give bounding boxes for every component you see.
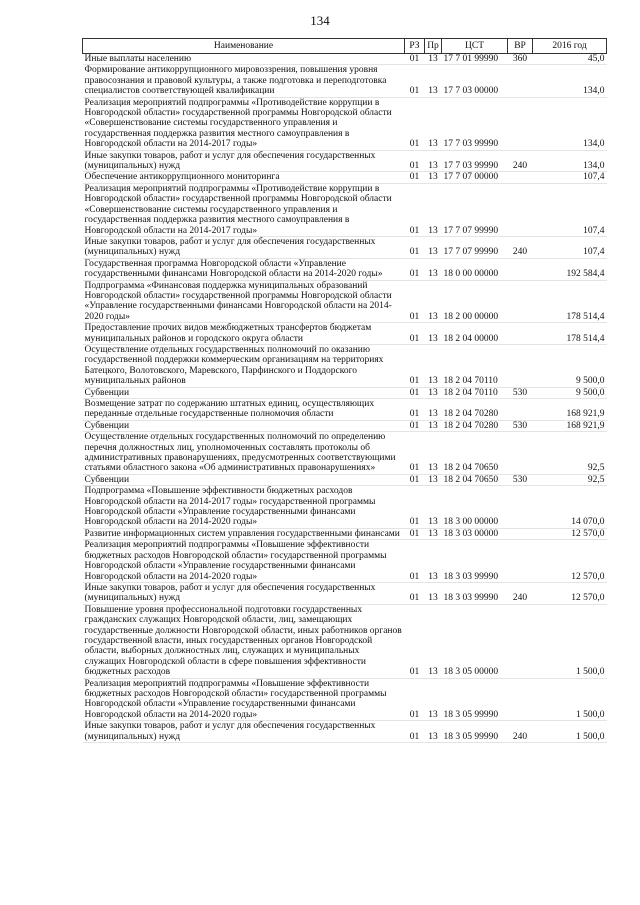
- row-amount: 12 570,0: [533, 540, 607, 583]
- row-vr: 240: [508, 582, 533, 604]
- table-row: [83, 399, 607, 421]
- row-cst: 17 7 07 99990: [442, 236, 508, 258]
- row-cst: 18 2 04 70280: [442, 420, 508, 431]
- table-row: [83, 258, 607, 280]
- row-name: Иные закупки товаров, работ и услуг для обеспечения государственных (муниципальных) нужд: [83, 150, 405, 172]
- row-name: Иные закупки товаров, работ и услуг для обеспечения государственных (муниципальных) нужд: [83, 236, 405, 258]
- row-rz: 01: [405, 474, 425, 485]
- row-rz: 01: [405, 280, 425, 323]
- row-rz: 01: [405, 604, 425, 678]
- table-row: [83, 721, 607, 743]
- row-amount: 1 500,0: [533, 721, 607, 743]
- header-cst: ЦСТ: [442, 39, 508, 54]
- row-vr: 240: [508, 150, 533, 172]
- row-pr: 13: [425, 528, 442, 539]
- row-name: Осуществление отдельных государственных полномочий по определению перечня должностных лиц, уполномоченных составлять протоколы об административных правонарушениях, предусмотренных соответствующими статьями областного закона «Об административных правонарушениях»: [83, 432, 405, 475]
- row-pr: 13: [425, 474, 442, 485]
- row-name: Субвенции: [83, 474, 405, 485]
- table-body: [83, 54, 607, 743]
- row-rz: 01: [405, 183, 425, 236]
- row-rz: 01: [405, 172, 425, 183]
- row-name: Субвенции: [83, 420, 405, 431]
- row-pr: 13: [425, 678, 442, 721]
- row-pr: 13: [425, 183, 442, 236]
- row-amount: 1 500,0: [533, 678, 607, 721]
- row-name: Реализация мероприятий подпрограммы «Противодействие коррупции в Новгородской области» государственной программы Новгородской области «Совершенствование системы государственного управления и государственная поддержка развития местного самоуправления в Новгородской области на 2014-2017 годы»: [83, 183, 405, 236]
- row-pr: 13: [425, 150, 442, 172]
- table-row: [83, 540, 607, 583]
- row-cst: 18 2 04 70110: [442, 387, 508, 398]
- row-vr: 240: [508, 236, 533, 258]
- table-row: [83, 150, 607, 172]
- row-vr: [508, 258, 533, 280]
- row-rz: 01: [405, 97, 425, 150]
- row-rz: 01: [405, 399, 425, 421]
- row-name: Подпрограмма «Повышение эффективности бюджетных расходов Новгородской области на 2014-2017 годы» государственной программы Новгородской области «Управление государственными финансами Новгородской области на 2014-2020 годы»: [83, 486, 405, 529]
- row-cst: 17 7 03 00000: [442, 65, 508, 97]
- row-cst: 17 7 03 99990: [442, 97, 508, 150]
- row-cst: 17 7 07 99990: [442, 183, 508, 236]
- header-name: Наименование: [83, 39, 405, 54]
- row-amount: 12 570,0: [533, 528, 607, 539]
- table-row: [83, 678, 607, 721]
- row-name: Развитие информационных систем управления государственными финансами: [83, 528, 405, 539]
- table-row: [83, 183, 607, 236]
- row-amount: 45,0: [533, 54, 607, 65]
- row-pr: 13: [425, 54, 442, 65]
- row-pr: 13: [425, 604, 442, 678]
- row-vr: [508, 528, 533, 539]
- row-cst: 18 3 03 99990: [442, 540, 508, 583]
- row-amount: 192 584,4: [533, 258, 607, 280]
- budget-table: [82, 38, 607, 743]
- row-amount: 178 514,4: [533, 323, 607, 345]
- row-rz: 01: [405, 344, 425, 387]
- row-name: Возмещение затрат по содержанию штатных единиц, осуществляющих переданные отдельные государственные полномочия области: [83, 399, 405, 421]
- row-cst: 18 3 05 00000: [442, 604, 508, 678]
- row-cst: 18 3 05 99990: [442, 678, 508, 721]
- row-cst: 18 2 04 70280: [442, 399, 508, 421]
- row-rz: 01: [405, 323, 425, 345]
- row-vr: [508, 183, 533, 236]
- row-name: Реализация мероприятий подпрограммы «Противодействие коррупции в Новгородской области» государственной программы Новгородской области «Совершенствование системы государственного управления и государственная поддержка развития местного самоуправления в Новгородской области на 2014-2017 годы»: [83, 97, 405, 150]
- row-rz: 01: [405, 528, 425, 539]
- row-amount: 178 514,4: [533, 280, 607, 323]
- row-amount: 1 500,0: [533, 604, 607, 678]
- table-row: [83, 420, 607, 431]
- row-cst: 18 2 04 00000: [442, 323, 508, 345]
- row-cst: 18 3 03 00000: [442, 528, 508, 539]
- row-rz: 01: [405, 236, 425, 258]
- row-amount: 134,0: [533, 65, 607, 97]
- row-vr: [508, 399, 533, 421]
- table-row: [83, 432, 607, 475]
- row-vr: [508, 280, 533, 323]
- row-rz: 01: [405, 65, 425, 97]
- row-rz: 01: [405, 420, 425, 431]
- table-row: [83, 54, 607, 65]
- row-vr: 360: [508, 54, 533, 65]
- row-vr: [508, 678, 533, 721]
- row-name: Реализация мероприятий подпрограммы «Повышение эффективности бюджетных расходов Новгородской области» государственной программы Новгородской области «Управление государственными финансами Новгородской области на 2014-2020 годы»: [83, 540, 405, 583]
- table-row: [83, 344, 607, 387]
- row-vr: [508, 97, 533, 150]
- row-amount: 92,5: [533, 432, 607, 475]
- table-row: [83, 387, 607, 398]
- row-amount: 14 070,0: [533, 486, 607, 529]
- row-amount: 134,0: [533, 150, 607, 172]
- row-cst: 18 2 04 70650: [442, 474, 508, 485]
- row-rz: 01: [405, 258, 425, 280]
- row-cst: 17 7 01 99990: [442, 54, 508, 65]
- row-rz: 01: [405, 582, 425, 604]
- header-pr: Пр: [425, 39, 442, 54]
- row-cst: 18 2 00 00000: [442, 280, 508, 323]
- row-vr: 530: [508, 387, 533, 398]
- row-name: Реализация мероприятий подпрограммы «Повышение эффективности бюджетных расходов Новгородской области» государственной программы Новгородской области «Управление государственными финансами Новгородской области на 2014-2020 годы»: [83, 678, 405, 721]
- row-pr: 13: [425, 721, 442, 743]
- row-rz: 01: [405, 721, 425, 743]
- row-vr: [508, 486, 533, 529]
- table-row: [83, 474, 607, 485]
- row-name: Субвенции: [83, 387, 405, 398]
- row-vr: [508, 323, 533, 345]
- row-amount: 12 570,0: [533, 582, 607, 604]
- row-cst: 18 3 03 99990: [442, 582, 508, 604]
- row-rz: 01: [405, 432, 425, 475]
- row-amount: 168 921,9: [533, 399, 607, 421]
- row-vr: [508, 65, 533, 97]
- row-vr: [508, 432, 533, 475]
- row-amount: 92,5: [533, 474, 607, 485]
- row-rz: 01: [405, 486, 425, 529]
- row-cst: 17 7 07 00000: [442, 172, 508, 183]
- row-amount: 9 500,0: [533, 344, 607, 387]
- row-name: Иные закупки товаров, работ и услуг для обеспечения государственных (муниципальных) нужд: [83, 582, 405, 604]
- table-row: [83, 65, 607, 97]
- row-pr: 13: [425, 486, 442, 529]
- row-vr: [508, 172, 533, 183]
- table-row: [83, 323, 607, 345]
- table-row: [83, 582, 607, 604]
- row-pr: 13: [425, 236, 442, 258]
- row-pr: 13: [425, 65, 442, 97]
- table-row: [83, 97, 607, 150]
- row-name: Государственная программа Новгородской области «Управление государственными финансами Новгородской области на 2014-2020 годы»: [83, 258, 405, 280]
- row-pr: 13: [425, 582, 442, 604]
- row-cst: 18 3 00 00000: [442, 486, 508, 529]
- row-cst: 17 7 03 99990: [442, 150, 508, 172]
- row-pr: 13: [425, 97, 442, 150]
- row-pr: 13: [425, 432, 442, 475]
- row-cst: 18 2 04 70110: [442, 344, 508, 387]
- header-vr: ВР: [508, 39, 533, 54]
- table-row: [83, 280, 607, 323]
- table-row: [83, 236, 607, 258]
- row-pr: 13: [425, 323, 442, 345]
- header-year: 2016 год: [533, 39, 607, 54]
- row-name: Повышение уровня профессиональной подготовки государственных гражданских служащих Новгородской области, лиц, замещающих государственные должности Новгородской области, иных работников органов государственной власти, иных государственных органов Новгородской области, выборных должностных лиц, служащих и муниципальных служащих Новгородской области в сфере повышения эффективности бюджетных расходов: [83, 604, 405, 678]
- table-row: [83, 486, 607, 529]
- row-vr: 530: [508, 474, 533, 485]
- table-row: [83, 172, 607, 183]
- row-amount: 107,4: [533, 236, 607, 258]
- row-amount: 107,4: [533, 183, 607, 236]
- row-vr: [508, 540, 533, 583]
- table-row: [83, 528, 607, 539]
- row-pr: 13: [425, 172, 442, 183]
- row-name: Иные выплаты населению: [83, 54, 405, 65]
- row-vr: 240: [508, 721, 533, 743]
- row-pr: 13: [425, 387, 442, 398]
- row-rz: 01: [405, 150, 425, 172]
- row-vr: [508, 604, 533, 678]
- row-name: Обеспечение антикоррупционного мониторинга: [83, 172, 405, 183]
- row-name: Предоставление прочих видов межбюджетных трансфертов бюджетам муниципальных районов и городского округа области: [83, 323, 405, 345]
- row-rz: 01: [405, 678, 425, 721]
- header-rz: РЗ: [405, 39, 425, 54]
- row-cst: 18 2 04 70650: [442, 432, 508, 475]
- row-name: Осуществление отдельных государственных полномочий по оказанию государственной поддержки коммерческим организациям на территориях Батецкого, Волотовского, Маревского, Парфинского и Поддорского муниципальных районов: [83, 344, 405, 387]
- row-name: Формирование антикоррупционного мировоззрения, повышения уровня правосознания и правовой культуры, а также подготовка и переподготовка специалистов соответствующей квалификации: [83, 65, 405, 97]
- row-amount: 168 921,9: [533, 420, 607, 431]
- row-vr: 530: [508, 420, 533, 431]
- row-pr: 13: [425, 344, 442, 387]
- row-pr: 13: [425, 280, 442, 323]
- page-number: 134: [310, 13, 330, 28]
- row-rz: 01: [405, 540, 425, 583]
- row-vr: [508, 344, 533, 387]
- row-pr: 13: [425, 540, 442, 583]
- row-pr: 13: [425, 399, 442, 421]
- row-pr: 13: [425, 258, 442, 280]
- row-rz: 01: [405, 387, 425, 398]
- row-name: Иные закупки товаров, работ и услуг для обеспечения государственных (муниципальных) нужд: [83, 721, 405, 743]
- row-rz: 01: [405, 54, 425, 65]
- row-amount: 9 500,0: [533, 387, 607, 398]
- row-name: Подпрограмма «Финансовая поддержка муниципальных образований Новгородской области» государственной программы Новгородской области «Управление государственными финансами Новгородской области на 2014-2020 годы»: [83, 280, 405, 323]
- row-amount: 107,4: [533, 172, 607, 183]
- row-amount: 134,0: [533, 97, 607, 150]
- table-header-row: [83, 39, 607, 54]
- table-row: [83, 604, 607, 678]
- row-cst: 18 0 00 00000: [442, 258, 508, 280]
- row-pr: 13: [425, 420, 442, 431]
- row-cst: 18 3 05 99990: [442, 721, 508, 743]
